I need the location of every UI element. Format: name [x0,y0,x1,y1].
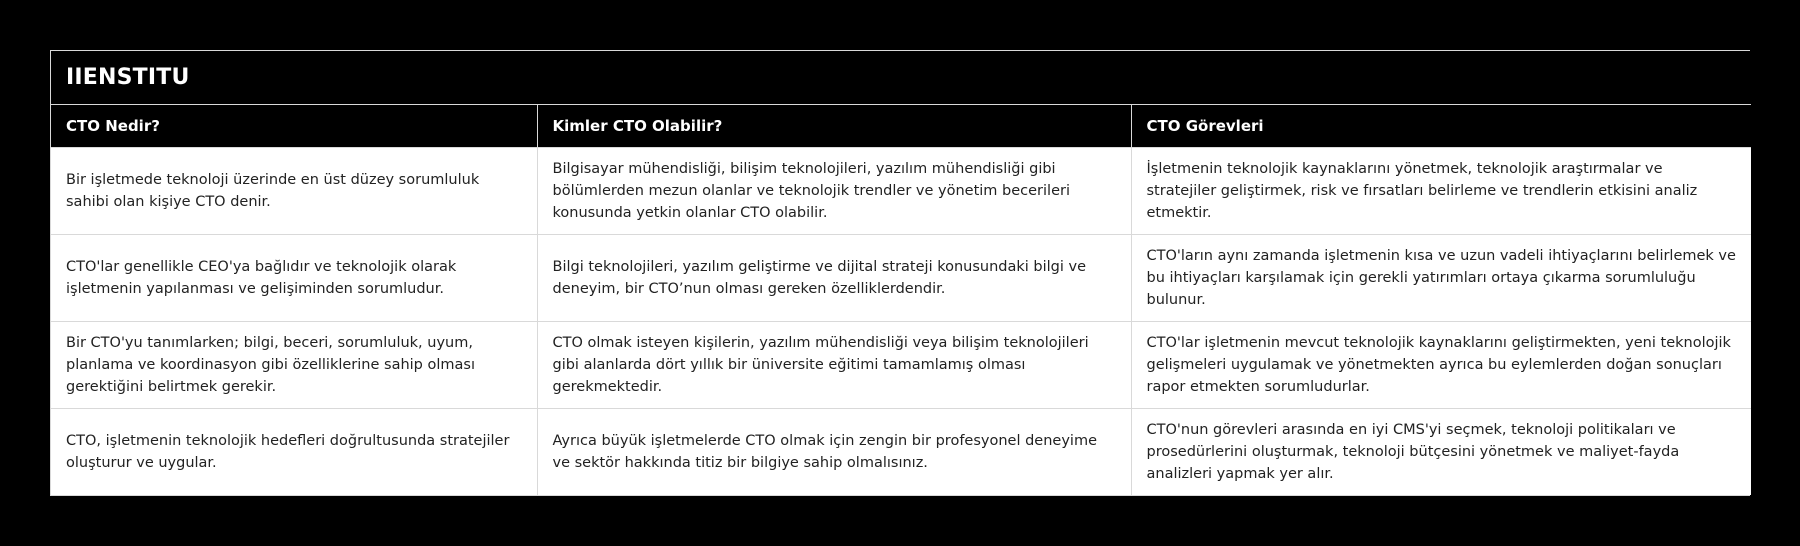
table-cell: İşletmenin teknolojik kaynaklarını yönetmek, teknolojik araştırmalar ve stratejiler geliştirmek, risk ve fırsatları belirleme ve trendlerin etkisini analiz etmektir. [1131,148,1751,235]
table-cell: Bilgi teknolojileri, yazılım geliştirme ve dijital strateji konusundaki bilgi ve deneyim, bir CTO’nun olması gereken özelliklerdendir. [537,235,1131,322]
column-header-cto-nedir: CTO Nedir? [51,105,537,148]
table-cell: Bir işletmede teknoloji üzerinde en üst düzey sorumluluk sahibi olan kişiye CTO denir. [51,148,537,235]
table-row [51,235,1751,322]
table-cell: Ayrıca büyük işletmelerde CTO olmak için zengin bir profesyonel deneyime ve sektör hakkında titiz bir bilgiye sahip olmalısınız. [537,409,1131,496]
column-header-cto-gorevleri: CTO Görevleri [1131,105,1751,148]
table-cell: CTO olmak isteyen kişilerin, yazılım mühendisliği veya bilişim teknolojileri gibi alanlarda dört yıllık bir üniversite eğitimi tamamlamış olması gerekmektedir. [537,322,1131,409]
table-cell: Bir CTO'yu tanımlarken; bilgi, beceri, sorumluluk, uyum, planlama ve koordinasyon gibi özelliklerine sahip olması gerektiğini belirtmek gerekir. [51,322,537,409]
header-row [51,105,1751,148]
table-cell: Bilgisayar mühendisliği, bilişim teknolojileri, yazılım mühendisliği gibi bölümlerden mezun olanlar ve teknolojik trendler ve yönetim becerileri konusunda yetkin olanlar CTO olabilir. [537,148,1131,235]
table-title: IIENSTITU [51,51,1751,105]
title-row [51,51,1751,105]
table-cell: CTO'nun görevleri arasında en iyi CMS'yi seçmek, teknoloji politikaları ve prosedürlerini oluşturmak, teknoloji bütçesini yönetmek ve maliyet-fayda analizleri yapmak yer alır. [1131,409,1751,496]
table-cell: CTO'ların aynı zamanda işletmenin kısa ve uzun vadeli ihtiyaçlarını belirlemek ve bu ihtiyaçları karşılamak için gerekli yatırımları ortaya çıkarma sorumluluğu bulunur. [1131,235,1751,322]
table-cell: CTO, işletmenin teknolojik hedefleri doğrultusunda stratejiler oluşturur ve uygular. [51,409,537,496]
table-cell: CTO'lar genellikle CEO'ya bağlıdır ve teknolojik olarak işletmenin yapılanması ve gelişiminden sorumludur. [51,235,537,322]
column-header-kimler-cto-olabilir: Kimler CTO Olabilir? [537,105,1131,148]
table-cell: CTO'lar işletmenin mevcut teknolojik kaynaklarını geliştirmekten, yeni teknolojik gelişmeleri uygulamak ve yönetmekten ayrıca bu eylemlerden doğan sonuçları rapor etmekten sorumludurlar. [1131,322,1751,409]
table [51,51,1751,495]
table-row [51,322,1751,409]
cto-comparison-table [50,50,1750,496]
table-row [51,409,1751,496]
table-row [51,148,1751,235]
